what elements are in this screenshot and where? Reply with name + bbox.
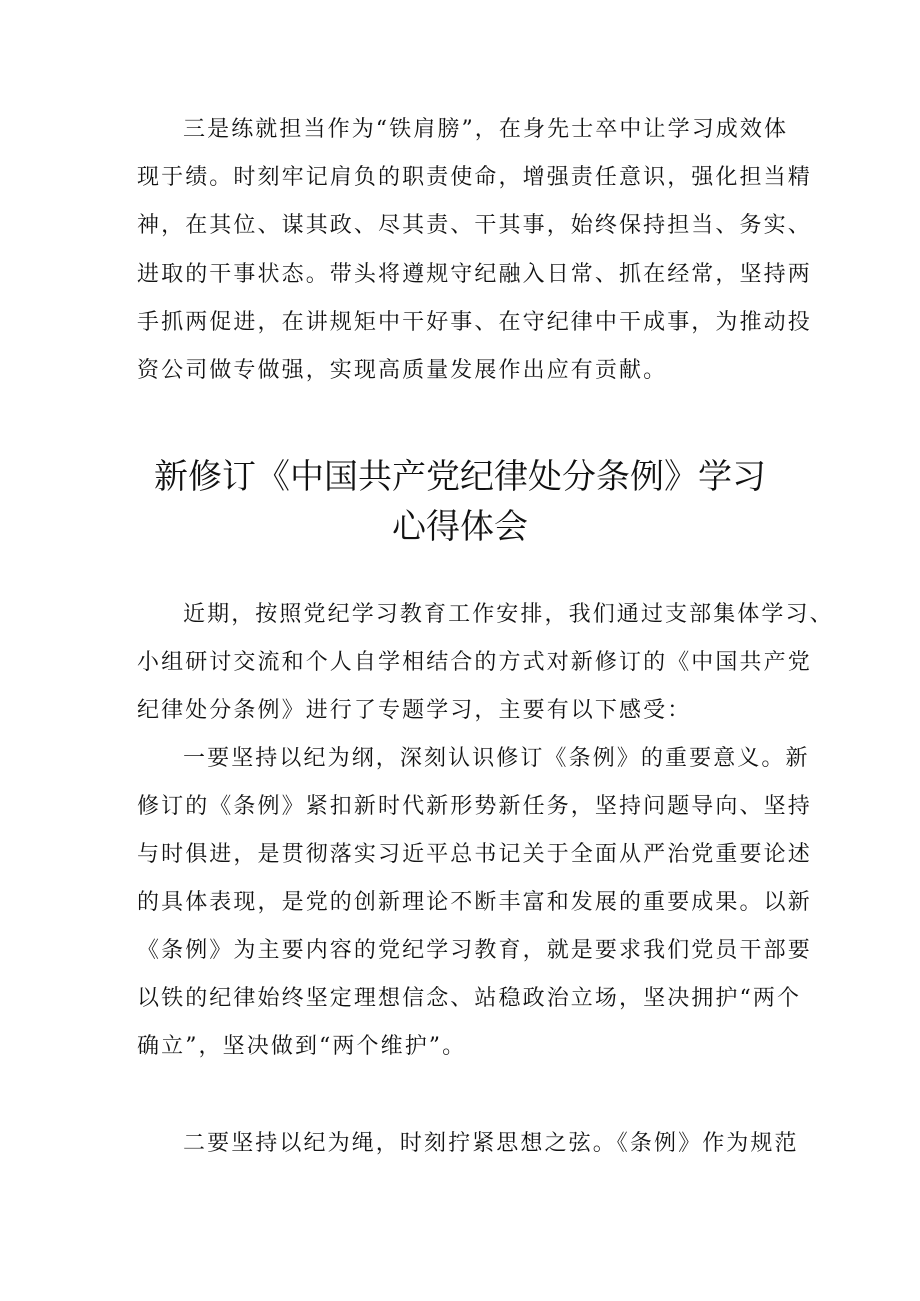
text-line: 以铁的纪律始终坚定理想信念、站稳政治立场，坚决拥护“两个 xyxy=(137,986,802,1011)
text-line: 一要坚持以纪为纲，深刻认识修订《条例》的重要意义。新 xyxy=(183,746,810,771)
text-line: 确立”，坚决做到“两个维护”。 xyxy=(137,1034,467,1059)
text-line: 修订的《条例》紧扣新时代新形势新任务，坚持问题导向、坚持 xyxy=(137,794,812,819)
text-line: 的具体表现，是党的创新理论不断丰富和发展的重要成果。以新 xyxy=(137,890,812,915)
text-line: 《条例》为主要内容的党纪学习教育，就是要求我们党员干部要 xyxy=(137,938,812,963)
text-line: 小组研讨交流和个人自学相结合的方式对新修订的《中国共产党 xyxy=(137,650,812,675)
text-line: 纪律处分条例》进行了专题学习，主要有以下感受： xyxy=(137,698,692,723)
text-line: 神，在其位、谋其政、尽其责、干其事，始终保持担当、务实、 xyxy=(137,213,812,238)
text-line: 与时俱进，是贯彻落实习近平总书记关于全面从严治党重要论述 xyxy=(137,842,812,867)
text-line: 进取的干事状态。带头将遵规守纪融入日常、抓在经常，坚持两 xyxy=(137,262,812,287)
text-line: 手抓两促进，在讲规矩中干好事、在守纪律中干成事，为推动投 xyxy=(137,310,812,335)
text-line: 资公司做专做强，实现高质量发展作出应有贡献。 xyxy=(137,358,668,383)
text-line: 现于绩。时刻牢记肩负的职责使命，增强责任意识，强化担当精 xyxy=(137,165,812,190)
text-line: 三是练就担当作为“铁肩膀”，在身先士卒中让学习成效体 xyxy=(183,117,789,142)
text-line: 二要坚持以纪为绳，时刻拧紧思想之弦。《条例》作为规范 xyxy=(183,1131,799,1156)
title-line: 新修订《中国共产党纪律处分条例》学习 xyxy=(154,457,766,497)
text-line: 近期，按照党纪学习教育工作安排，我们通过支部集体学习、 xyxy=(183,602,834,627)
title-line: 心得体会 xyxy=(392,507,528,547)
